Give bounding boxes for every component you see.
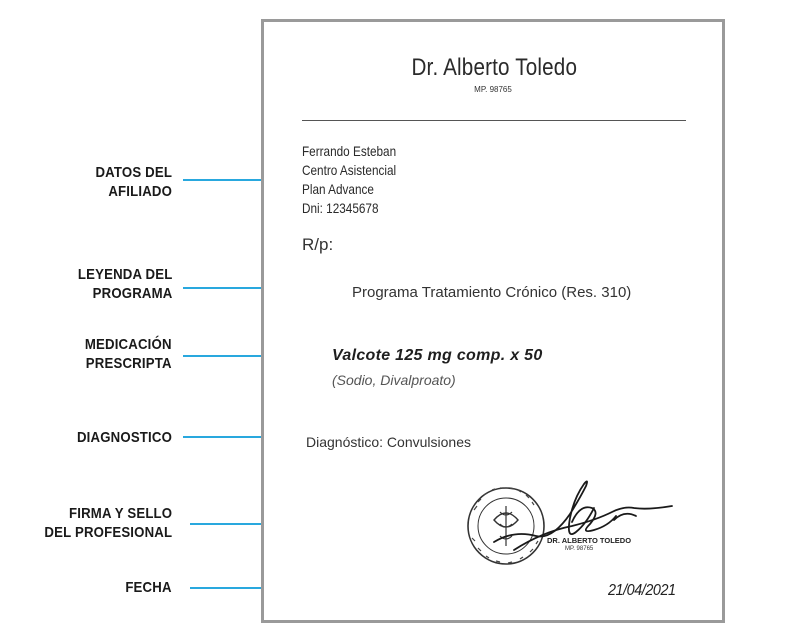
callout-firma-sello: [44, 504, 172, 542]
prescription-sheet: [261, 19, 725, 623]
stamp-signature: [454, 460, 684, 580]
callout-label-line1: FIRMA Y SELLO: [68, 505, 172, 522]
patient-center: Centro Asistencial: [302, 162, 397, 178]
callout-diagnostico: [77, 428, 172, 447]
callout-label-line1: LEYENDA DEL: [77, 266, 172, 283]
doctor-name: Dr. Alberto Toledo: [411, 54, 578, 81]
callout-medicacion: [85, 335, 172, 373]
callout-label-line1: DATOS DEL: [95, 164, 172, 181]
rp-symbol: R/p:: [302, 235, 334, 254]
patient-plan: Plan Advance: [302, 181, 374, 197]
callout-leyenda-programa: [77, 265, 172, 303]
medication-detail: (Sodio, Divalproato): [332, 372, 456, 388]
header-divider: [302, 120, 686, 121]
callout-fecha: [126, 578, 172, 597]
prescription-date: 21/04/2021: [608, 582, 676, 599]
callout-label-line1: FECHA: [125, 579, 172, 596]
doctor-license: MP. 98765: [474, 85, 512, 94]
circular-stamp: [468, 488, 544, 564]
callout-label-line2: DEL PROFESIONAL: [44, 524, 172, 541]
program-legend: Programa Tratamiento Crónico (Res. 310): [352, 284, 632, 301]
stamp-doctor-name: DR. ALBERTO TOLEDO: [547, 536, 632, 545]
callout-label-line2: PROGRAMA: [92, 285, 172, 302]
stamp-ring-marks: [472, 488, 538, 563]
stamp-doctor-license: MP. 98765: [565, 546, 594, 552]
callout-datos-afiliado: [95, 163, 172, 201]
callout-label-line2: AFILIADO: [108, 183, 172, 200]
diagnosis: Diagnóstico: Convulsiones: [306, 434, 471, 450]
callout-label-line1: DIAGNOSTICO: [76, 429, 172, 446]
medication-name: Valcote 125 mg comp. x 50: [332, 347, 543, 364]
patient-name: Ferrando Esteban: [302, 143, 397, 159]
patient-info: [302, 142, 396, 218]
callout-label-line2: PRESCRIPTA: [86, 355, 172, 372]
callout-label-line1: MEDICACIÓN: [85, 336, 172, 353]
patient-dni: Dni: 12345678: [302, 200, 379, 216]
